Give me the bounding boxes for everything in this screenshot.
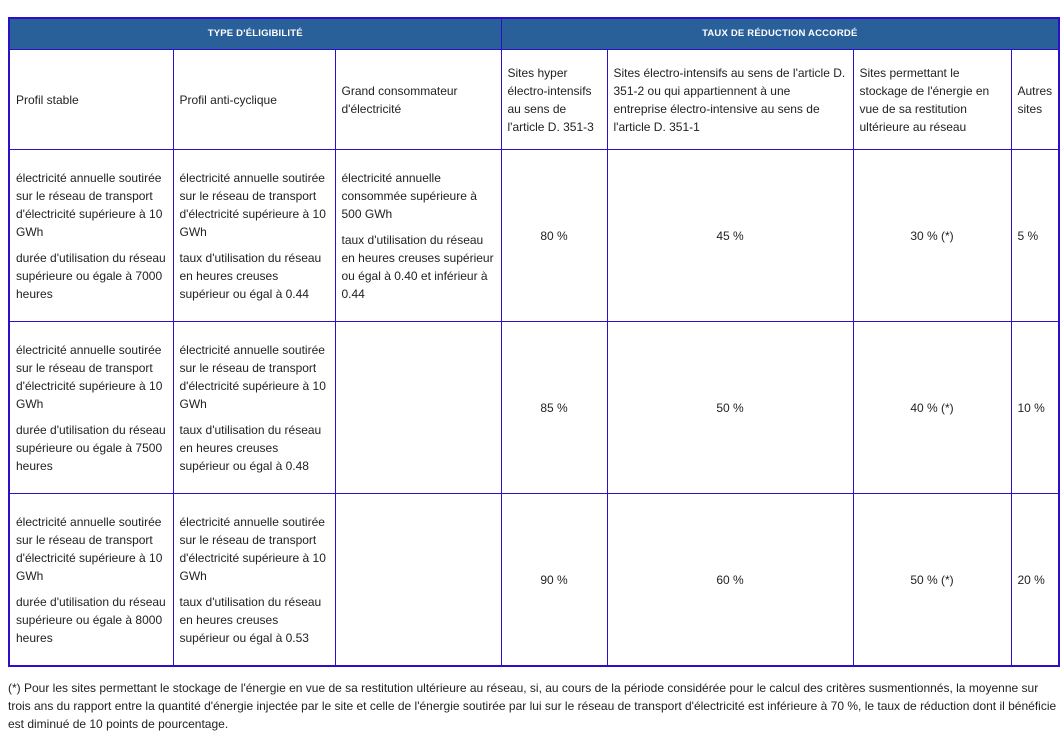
column-header-row	[9, 50, 1059, 150]
criteria-text: électricité annuelle soutirée sur le réseau de transport d'électricité supérieure à 10 GWh	[16, 342, 163, 411]
criteria-cell-stable	[9, 494, 173, 667]
table-row	[9, 494, 1059, 667]
rate-cell-hyper: 85 %	[501, 322, 607, 494]
criteria-cell-anticyclique	[173, 322, 335, 494]
rate-cell-electro: 45 %	[607, 150, 853, 322]
column-header: Profil anti-cyclique	[173, 50, 335, 150]
criteria-cell-grand	[335, 494, 501, 667]
rate-cell-electro: 60 %	[607, 494, 853, 667]
rate-cell-hyper: 90 %	[501, 494, 607, 667]
criteria-text: taux d'utilisation du réseau en heures creuses supérieur ou égal à 0.48	[179, 422, 322, 473]
rate-cell-autres: 10 %	[1011, 322, 1059, 494]
criteria-cell-stable	[9, 150, 173, 322]
footnote: (*) Pour les sites permettant le stockage de l'énergie en vue de sa restitution ultérieure au réseau, si, au cours de la période considérée pour le calcul des critères susmentionnés, la moyenne sur trois ans du rapport entre la quantité d'énergie injectée par le site et celle de l'énergie soutirée par lui sur le réseau de transport d'électricité est inférieure à 70 %, le taux de réduction dont il bénéficie est diminué de 10 points de pourcentage.	[8, 681, 1057, 731]
criteria-cell-grand	[335, 322, 501, 494]
criteria-text: électricité annuelle soutirée sur le réseau de transport d'électricité supérieure à 10 GWh	[179, 170, 326, 239]
criteria-cell-stable	[9, 322, 173, 494]
criteria-text: électricité annuelle consommée supérieure à 500 GWh	[341, 170, 477, 221]
column-header: Profil stable	[9, 50, 173, 150]
rate-cell-stockage: 50 % (*)	[853, 494, 1011, 667]
column-header: Sites permettant le stockage de l'énergie en vue de sa restitution ultérieure au réseau	[853, 50, 1011, 150]
criteria-text: durée d'utilisation du réseau supérieure ou égale à 7000 heures	[16, 250, 166, 301]
rate-cell-stockage: 40 % (*)	[853, 322, 1011, 494]
reduction-table	[8, 17, 1060, 667]
rate-cell-autres: 20 %	[1011, 494, 1059, 667]
table-row	[9, 150, 1059, 322]
column-header: Autres sites	[1011, 50, 1059, 150]
criteria-text: électricité annuelle soutirée sur le réseau de transport d'électricité supérieure à 10 GWh	[179, 514, 326, 583]
column-header: Sites électro-intensifs au sens de l'article D. 351-2 ou qui appartiennent à une entreprise électro-intensive au sens de l'article D. 351-1	[607, 50, 853, 150]
rate-cell-stockage: 30 % (*)	[853, 150, 1011, 322]
eligibility-header: TYPE D'ÉLIGIBILITÉ	[9, 18, 501, 50]
criteria-text: taux d'utilisation du réseau en heures creuses supérieur ou égal à 0.53	[179, 594, 322, 645]
criteria-text: électricité annuelle soutirée sur le réseau de transport d'électricité supérieure à 10 GWh	[16, 514, 163, 583]
rate-cell-electro: 50 %	[607, 322, 853, 494]
column-header: Sites hyper électro-intensifs au sens de l'article D. 351-3	[501, 50, 607, 150]
table-row	[9, 322, 1059, 494]
criteria-cell-grand	[335, 150, 501, 322]
header-row	[9, 18, 1059, 50]
criteria-text: taux d'utilisation du réseau en heures creuses supérieur ou égal à 0.44	[179, 250, 322, 301]
criteria-cell-anticyclique	[173, 150, 335, 322]
column-header: Grand consommateur d'électricité	[335, 50, 501, 150]
criteria-text: durée d'utilisation du réseau supérieure ou égale à 7500 heures	[16, 422, 166, 473]
criteria-text: taux d'utilisation du réseau en heures creuses supérieur ou égal à 0.40 et inférieur à 0.44	[341, 232, 494, 301]
criteria-text: électricité annuelle soutirée sur le réseau de transport d'électricité supérieure à 10 GWh	[179, 342, 326, 411]
criteria-text: électricité annuelle soutirée sur le réseau de transport d'électricité supérieure à 10 GWh	[16, 170, 163, 239]
rate-cell-autres: 5 %	[1011, 150, 1059, 322]
criteria-text: durée d'utilisation du réseau supérieure ou égale à 8000 heures	[16, 594, 166, 645]
criteria-cell-anticyclique	[173, 494, 335, 667]
reduction-header: TAUX DE RÉDUCTION ACCORDÉ	[501, 18, 1059, 50]
rate-cell-hyper: 80 %	[501, 150, 607, 322]
